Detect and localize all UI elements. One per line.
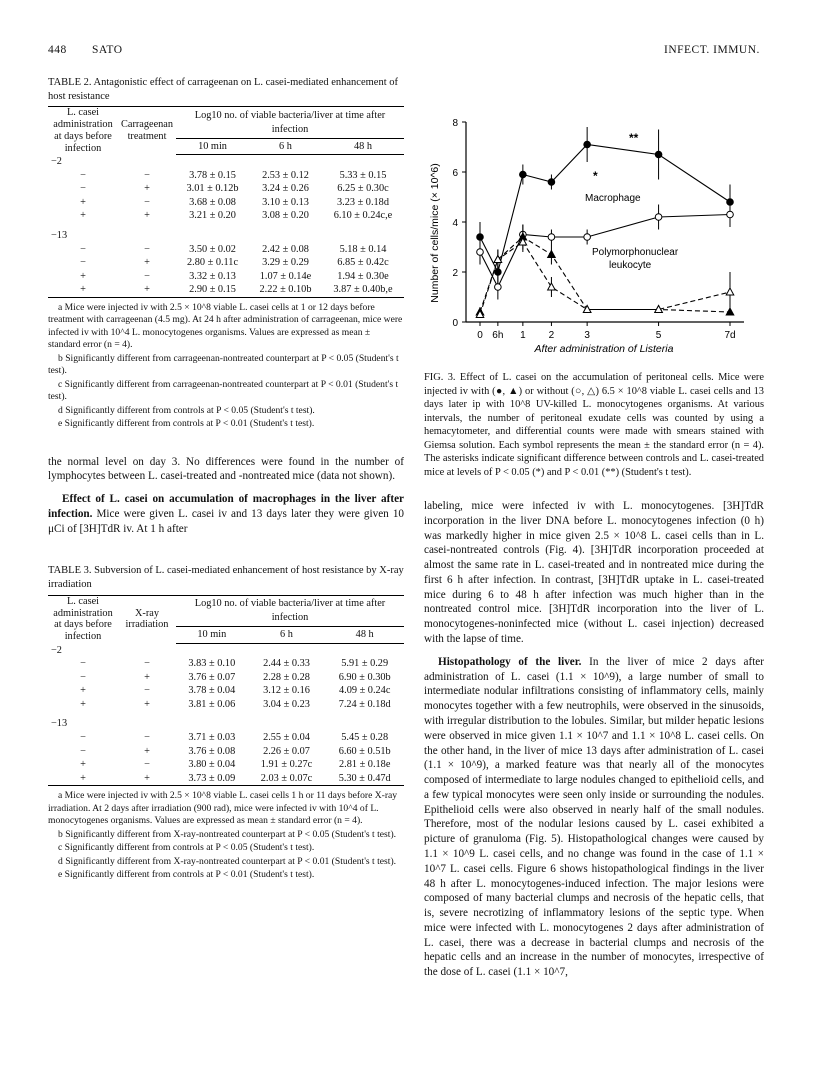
x-tick-label: 7d bbox=[724, 330, 736, 341]
table-row bbox=[48, 671, 404, 685]
y-tick-label: 2 bbox=[452, 268, 458, 279]
table-cell: 3.23 ± 0.18d bbox=[336, 196, 389, 208]
table-cell: − bbox=[144, 169, 150, 181]
table-cell: 3.78 ± 0.15 bbox=[189, 169, 236, 181]
table-cell: 6.60 ± 0.51b bbox=[338, 745, 391, 757]
page-number: 448 bbox=[48, 44, 67, 56]
table-cell: 1.94 ± 0.30e bbox=[337, 270, 389, 282]
table-2-time-header: 6 h bbox=[249, 138, 322, 154]
table-cell: 5.45 ± 0.28 bbox=[341, 732, 389, 744]
table-cell: − bbox=[144, 732, 150, 744]
table-cell: − bbox=[80, 243, 86, 255]
table-cell: 2.26 ± 0.07 bbox=[263, 745, 310, 757]
table-cell: 5.18 ± 0.14 bbox=[339, 243, 387, 255]
x-tick-label: 2 bbox=[548, 330, 555, 341]
y-axis-label: Number of cells/mice (× 10^6) bbox=[429, 163, 441, 303]
table-row bbox=[48, 758, 404, 772]
table-row bbox=[48, 243, 404, 257]
table-2-footnotes bbox=[48, 302, 404, 431]
table-cell: + bbox=[144, 772, 150, 784]
table-cell: 6.25 ± 0.30c bbox=[337, 183, 389, 195]
table-cell: 1.07 ± 0.14e bbox=[259, 270, 312, 282]
table-cell: 4.09 ± 0.24c bbox=[338, 685, 391, 697]
x-tick-label: 6h bbox=[492, 330, 504, 341]
table-row bbox=[48, 698, 404, 712]
table-cell: + bbox=[80, 284, 86, 296]
table-cell: + bbox=[144, 284, 150, 296]
table-row bbox=[48, 270, 404, 284]
table-cell: 3.73 ± 0.09 bbox=[188, 772, 236, 784]
table-cell: 5.91 ± 0.29 bbox=[341, 658, 389, 670]
table-cell: − bbox=[80, 745, 86, 757]
table-cell: 3.68 ± 0.08 bbox=[189, 196, 236, 208]
table-cell: 3.76 ± 0.08 bbox=[188, 745, 236, 757]
significance-star-double: ** bbox=[629, 131, 639, 145]
data-point bbox=[548, 179, 555, 186]
table-2-time-header: 10 min bbox=[176, 138, 249, 154]
paragraph-text: In the liver of mice 2 days after administration of L. casei (1.1 × 10^9), a large number of small to intermediate nodular infiltrations consisting of inflammatory cells, mainly monocytes together with a few neutrophils, were observed in the sinusoids, with irregular distribution to the lobules. Similar, but milder hepatic lesions were observed in mice given 1.1 × 10^7 and 1.1 × 10^8 L. casei cells. On the other hand, in the liver of mice 13 days after administration of L. casei (1.1 × 10^9), a marked feature was that nearly all of the monocytes composed of intermediate to large nodules changed to epithelioid cells, and a few typical monocytes were seen only inside or surrounding the nodules. Epithelioid cells were also observed in nearly half of the small nodules. Therefore, most of the nodular lesions caused by L. casei exhibited a picture of granuloma (Fig. 5). Histopathological changes were caused by 1.1 × 10^9 L. casei cells, and no change was found in the case of 1.1 × 10^7 L. casei cells. Figure 6 shows histopathological findings in the liver 48 h after L. monocytogenes-induced infection. The major lesions were composed of many bacterial clumps and necrosis of the hepatic cells, that is, severe necrotizing of inflammatory lesions of the septic type. When mice were infected with L. monocytogenes 2 days after administration of L. casei, there was a decrease in bacterial clumps and necrosis of the hepatic cells and an increase in the number of monocytes, irrespective of the dose of L. casei (1.1 × 10^7, bbox=[424, 655, 764, 979]
table-cell: + bbox=[80, 210, 86, 222]
table-3-col-admin: L. casei administration at days before infection bbox=[48, 595, 118, 643]
data-point bbox=[584, 141, 591, 148]
figure-3-chart bbox=[424, 108, 764, 368]
table-cell: 2.55 ± 0.04 bbox=[263, 732, 310, 744]
x-tick-label: 0 bbox=[477, 330, 483, 341]
paragraph-text: Mice were given L. casei iv and 13 days later they were given 10 μCi of [3H]TdR iv. At 1 h after bbox=[48, 507, 405, 535]
data-point bbox=[727, 211, 734, 218]
table-3-footnotes bbox=[48, 790, 404, 881]
table-2-time-header: 48 h bbox=[322, 138, 404, 154]
table-2-group bbox=[48, 155, 404, 223]
data-point bbox=[548, 283, 556, 290]
y-tick-label: 4 bbox=[452, 218, 458, 229]
table-cell: 6.90 ± 0.30b bbox=[338, 671, 391, 683]
table-2-footnote: a Mice were injected iv with 2.5 × 10^8 viable L. casei cells at 1 or 12 days before treatment with carrageenan (4.5 mg). At 24 h after administration of carrageenan, mice were infected iv with 10^4 L. monocytogenes organisms. Values are expressed as mean ± standard error (n = 4). bbox=[48, 301, 403, 351]
table-cell: 3.81 ± 0.06 bbox=[188, 698, 236, 710]
table-3-time-header: 48 h bbox=[325, 627, 404, 643]
table-cell: 2.28 ± 0.28 bbox=[263, 671, 310, 683]
x-tick-label: 5 bbox=[655, 330, 662, 341]
table-cell: 3.78 ± 0.04 bbox=[188, 685, 236, 697]
table-3-group bbox=[48, 717, 404, 785]
group-day-label: −2 bbox=[51, 156, 62, 168]
table-3-footnote: e Significantly different from controls at P < 0.01 (Student's t test). bbox=[58, 869, 315, 881]
paragraph: the normal level on day 3. No differences were found in the number of lymphocytes between L. casei-treated and -nontreated mice (data not shown). bbox=[48, 455, 404, 483]
table-cell: 1.91 ± 0.27c bbox=[260, 759, 313, 771]
y-tick-label: 8 bbox=[452, 118, 458, 129]
table-cell: 5.33 ± 0.15 bbox=[339, 169, 387, 181]
table-cell: + bbox=[144, 698, 150, 710]
group-day-label: −2 bbox=[51, 644, 62, 656]
table-cell: + bbox=[80, 698, 86, 710]
table-cell: + bbox=[144, 210, 150, 222]
figure-3 bbox=[424, 108, 764, 368]
table-cell: − bbox=[144, 759, 150, 771]
data-point bbox=[584, 234, 591, 241]
table-cell: 7.24 ± 0.18d bbox=[338, 698, 391, 710]
data-point bbox=[477, 249, 484, 256]
paragraph bbox=[424, 655, 764, 980]
table-cell: + bbox=[144, 183, 150, 195]
table-cell: 3.50 ± 0.02 bbox=[189, 243, 236, 255]
table-row bbox=[48, 256, 404, 270]
table-row bbox=[48, 169, 404, 183]
table-cell: 2.81 ± 0.18e bbox=[338, 759, 391, 771]
table-cell: − bbox=[144, 685, 150, 697]
x-tick-label: 3 bbox=[584, 330, 590, 341]
table-3-footnote: a Mice were injected iv with 2.5 × 10^8 viable L. casei cells 1 h or 11 days before X-ray irradiation. At 2 days after irradiation (900 rad), mice were infected iv with 10^4 of L. monocytogenes organisms. Values are expressed as mean ± standard error (n = 4). bbox=[48, 790, 398, 827]
table-row bbox=[48, 182, 404, 196]
table-row bbox=[48, 657, 404, 671]
pmn-label-line2: leukocyte bbox=[609, 260, 652, 271]
table-cell: − bbox=[144, 658, 150, 670]
table-cell: 3.04 ± 0.23 bbox=[263, 698, 310, 710]
table-3-grid bbox=[48, 595, 404, 789]
data-point bbox=[477, 234, 484, 241]
table-cell: 2.42 ± 0.08 bbox=[262, 243, 309, 255]
table-cell: 2.03 ± 0.07c bbox=[260, 772, 313, 784]
group-day-label: −13 bbox=[51, 229, 68, 241]
data-point bbox=[548, 234, 555, 241]
table-cell: 3.76 ± 0.07 bbox=[188, 671, 236, 683]
table-cell: 6.85 ± 0.42c bbox=[337, 257, 389, 269]
macrophage-label: Macrophage bbox=[585, 193, 641, 204]
table-cell: 3.29 ± 0.29 bbox=[262, 257, 309, 269]
table-cell: − bbox=[80, 257, 86, 269]
table-2-footnote: e Significantly different from controls at P < 0.01 (Student's t test). bbox=[58, 418, 315, 430]
table-cell: − bbox=[80, 183, 86, 195]
table-row bbox=[48, 209, 404, 223]
left-column bbox=[48, 76, 404, 883]
running-journal: INFECT. IMMUN. bbox=[664, 44, 760, 56]
data-point bbox=[548, 251, 556, 258]
table-cell: − bbox=[144, 270, 150, 282]
data-point bbox=[726, 288, 734, 295]
section-heading: Histopathology of the liver. bbox=[438, 655, 582, 668]
table-cell: + bbox=[80, 759, 86, 771]
table-cell: 3.12 ± 0.16 bbox=[263, 685, 310, 697]
table-3-footnote: d Significantly different from X-ray-nontreated counterpart at P < 0.01 (Student's t test). bbox=[58, 855, 397, 867]
table-3-footnote: b Significantly different from X-ray-nontreated counterpart at P < 0.05 (Student's t test). bbox=[58, 828, 397, 840]
table-cell: − bbox=[80, 658, 86, 670]
table-2 bbox=[48, 76, 404, 431]
paragraph bbox=[48, 492, 404, 536]
table-cell: 3.32 ± 0.13 bbox=[189, 270, 236, 282]
table-3-group bbox=[48, 643, 404, 711]
table-cell: + bbox=[144, 745, 150, 757]
section-heading: Effect of L. casei on accumulation of macrophages in the liver after infection. bbox=[48, 493, 404, 520]
table-cell: + bbox=[80, 196, 86, 208]
table-2-footnote: d Significantly different from controls at P < 0.05 (Student's t test). bbox=[58, 404, 315, 416]
table-cell: 3.01 ± 0.12b bbox=[186, 183, 239, 195]
table-cell: − bbox=[144, 243, 150, 255]
pmn-label-line1: Polymorphonuclear bbox=[592, 247, 679, 258]
paragraph: labeling, mice were infected iv with L. monocytogenes. [3H]TdR incorporation in the liver DNA before L. monocytogenes infection (0 h) was markedly higher in mice given 2.5 × 10^8 L. casei cells than in L. casei-nontreated controls (Fig. 4). [3H]TdR incorporation proceeded at almost the same rate in L. casei-treated and in nontreated mice during the first 6 h after infection. In contrast, [3H]TdR uptake in L. casei-treated mice during 6 to 48 h after infection was much higher than in the nontreated control mice. [3H]TdR incorporation into the liver of L. monocytogenes-noninfected mice (without L. casei injection) decreased with the lapse of time. bbox=[424, 500, 764, 646]
table-cell: 6.10 ± 0.24c,e bbox=[333, 210, 393, 222]
table-row bbox=[48, 745, 404, 759]
x-tick-label: 1 bbox=[520, 330, 526, 341]
table-3-time-header: 10 min bbox=[176, 627, 248, 643]
table-cell: − bbox=[144, 196, 150, 208]
table-3-caption: TABLE 3. Subversion of L. casei-mediated enhancement of host resistance by X-ray irradiation bbox=[48, 565, 404, 591]
data-point bbox=[655, 214, 662, 221]
table-2-caption: TABLE 2. Antagonistic effect of carrageenan on L. casei-mediated enhancement of host resistance bbox=[48, 77, 398, 102]
group-day-label: −13 bbox=[51, 718, 68, 730]
table-cell: + bbox=[80, 270, 86, 282]
table-cell: 3.71 ± 0.03 bbox=[188, 732, 236, 744]
table-row bbox=[48, 772, 404, 786]
right-body-text bbox=[424, 499, 764, 980]
table-3 bbox=[48, 564, 404, 881]
table-cell: + bbox=[144, 671, 150, 683]
table-3-col-span: Log10 no. of viable bacteria/liver at time after infection bbox=[176, 595, 404, 627]
table-cell: 3.83 ± 0.10 bbox=[188, 658, 236, 670]
table-cell: 2.22 ± 0.10b bbox=[259, 284, 312, 296]
table-cell: + bbox=[144, 257, 150, 269]
table-cell: 2.44 ± 0.33 bbox=[263, 658, 310, 670]
x-axis-label: After administration of Listeria bbox=[534, 343, 674, 355]
data-point bbox=[495, 284, 502, 291]
table-cell: 2.53 ± 0.12 bbox=[262, 169, 309, 181]
table-cell: 3.21 ± 0.20 bbox=[189, 210, 236, 222]
table-cell: 3.08 ± 0.20 bbox=[262, 210, 309, 222]
table-2-col-span: Log10 no. of viable bacteria/liver at time after infection bbox=[176, 107, 404, 139]
table-3-col-treatment: X-ray irradiation bbox=[118, 595, 176, 643]
table-cell: − bbox=[80, 671, 86, 683]
data-point bbox=[655, 151, 662, 158]
table-cell: 2.80 ± 0.11c bbox=[187, 257, 239, 269]
table-3-footnote: c Significantly different from controls at P < 0.05 (Student's t test). bbox=[58, 842, 315, 854]
table-2-footnote: b Significantly different from carrageenan-nontreated counterpart at P < 0.05 (Student's t test). bbox=[48, 352, 399, 377]
table-cell: 3.10 ± 0.13 bbox=[262, 196, 309, 208]
significance-star-single: * bbox=[593, 169, 598, 183]
y-tick-label: 6 bbox=[452, 168, 458, 179]
table-2-col-admin: L. casei administration at days before infection bbox=[48, 107, 118, 155]
table-cell: 5.30 ± 0.47d bbox=[338, 772, 391, 784]
table-row bbox=[48, 283, 404, 297]
data-point bbox=[495, 269, 502, 276]
table-cell: 3.87 ± 0.40b,e bbox=[333, 284, 393, 296]
table-cell: − bbox=[80, 732, 86, 744]
table-cell: − bbox=[80, 169, 86, 181]
table-row bbox=[48, 684, 404, 698]
table-cell: 2.90 ± 0.15 bbox=[189, 284, 236, 296]
table-cell: + bbox=[80, 685, 86, 697]
table-2-footnote: c Significantly different from carrageenan-nontreated counterpart at P < 0.01 (Student's t test). bbox=[48, 378, 399, 403]
running-author: SATO bbox=[92, 44, 123, 56]
figure-3-caption: FIG. 3. Effect of L. casei on the accumulation of peritoneal cells. Mice were injected iv with (●, ▲) or without (○, △) 6.5 × 10^8 viable L. casei cells and 13 days later ip with 10^8 UV-killed L. monocytogenes organisms. At various intervals, the number of peritoneal exudate cells was counted by using a hemacytometer, and differential counts were made with smears stained with Giemsa solution. Each symbol represents the mean ± the standard error (n = 4). The asterisks indicate significant difference between controls and L. casei-treated mice at levels of P < 0.05 (*) and P < 0.01 (**) (Student's t test). bbox=[424, 372, 764, 478]
table-row bbox=[48, 731, 404, 745]
table-3-time-header: 6 h bbox=[248, 627, 326, 643]
table-2-group bbox=[48, 229, 404, 297]
table-2-col-treatment: Carrageenan treatment bbox=[118, 107, 176, 155]
data-point bbox=[520, 171, 527, 178]
table-2-grid bbox=[48, 106, 404, 300]
table-cell: + bbox=[80, 772, 86, 784]
table-cell: 3.24 ± 0.26 bbox=[262, 183, 309, 195]
table-cell: 3.80 ± 0.04 bbox=[188, 759, 236, 771]
left-body-text bbox=[48, 455, 404, 537]
y-tick-label: 0 bbox=[452, 318, 458, 329]
table-row bbox=[48, 196, 404, 210]
